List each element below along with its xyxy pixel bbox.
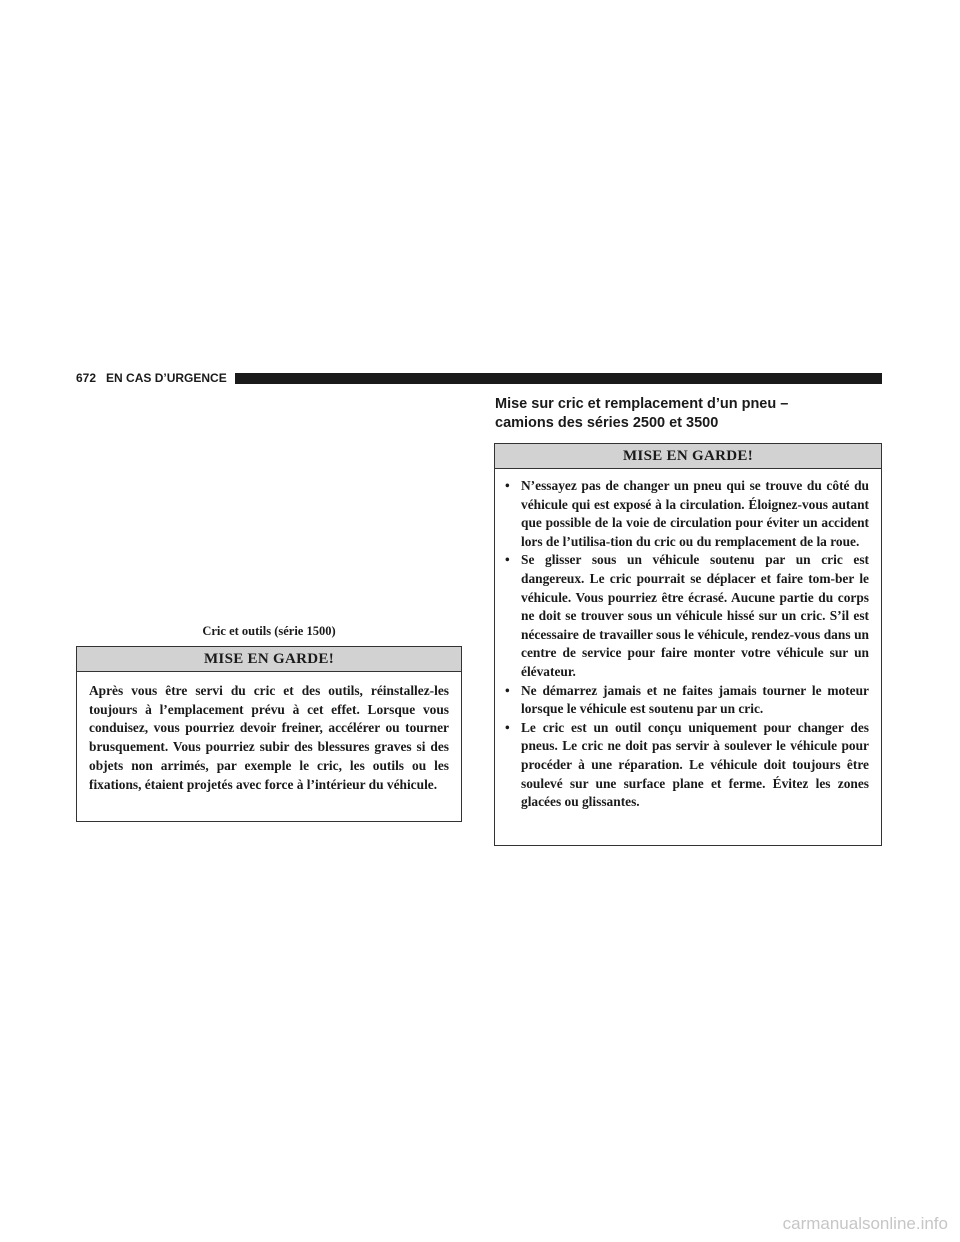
warning-title: MISE EN GARDE! (77, 647, 461, 672)
warning-text: Après vous être servi du cric et des outils, réinstallez-les toujours à l’emplacement prévu à cet effet. Lorsque vous conduisez, vous pourriez devoir freiner, accélérer ou tourner brusquement. Vous pourriez subir des blessures graves si des objets non arrimés, par exemple le cric, les outils ou les fixations, étaient projetés avec force à l’intérieur du véhicule. (89, 683, 449, 792)
warning-bullet-list (495, 469, 881, 812)
bullet-icon: • (505, 552, 510, 568)
list-item: • Se glisser sous un véhicule soutenu par un cric est dangereux. Le cric pourrait se déplacer et faire tom-ber le véhicule. Vous pourriez être écrasé. Aucune partie du corps ne doit se trouver sous un véhicule hissé sur un cric. S’il est nécessaire de travailler sous le véhicule, rendez-vous dans un centre de service pour faire monter votre véhicule sur un élévateur. (505, 552, 869, 679)
bullet-icon: • (505, 682, 510, 698)
section-heading-line-1: Mise sur cric et remplacement d’un pneu – (495, 396, 789, 412)
bullet-icon: • (505, 478, 510, 493)
list-item: • N’essayez pas de changer un pneu qui se trouve du côté du véhicule qui est exposé à la circulation. Éloignez-vous autant que possible de la voie de circulation pour éviter un accident lors de l’utilisa-tion du cric ou du remplacement de la roue. (505, 478, 869, 549)
watermark: carmanualsonline.info (782, 1214, 948, 1233)
warning-title: MISE EN GARDE! (495, 444, 881, 469)
list-item: • Ne démarrez jamais et ne faites jamais tourner le moteur lorsque le véhicule est soutenu par un cric. (505, 682, 869, 717)
section-heading (495, 395, 885, 433)
warning-box-left (76, 646, 462, 822)
section-heading-line-2: camions des séries 2500 et 3500 (495, 415, 719, 431)
list-item: • Le cric est un outil conçu uniquement pour changer des pneus. Le cric ne doit pas servir à soulever le véhicule pour procéder à une réparation. Le véhicule doit toujours être soulevé sur une surface plane et ferme. Évitez les zones glacées ou glissantes. (505, 719, 869, 810)
page-header (76, 370, 882, 386)
warning-box-right (494, 443, 882, 846)
page-number: 672 (76, 371, 97, 385)
section-title: EN CAS D’URGENCE (106, 371, 227, 385)
bullet-icon: • (505, 719, 510, 735)
figure-caption: Cric et outils (série 1500) (202, 624, 336, 638)
header-rule (235, 373, 882, 384)
